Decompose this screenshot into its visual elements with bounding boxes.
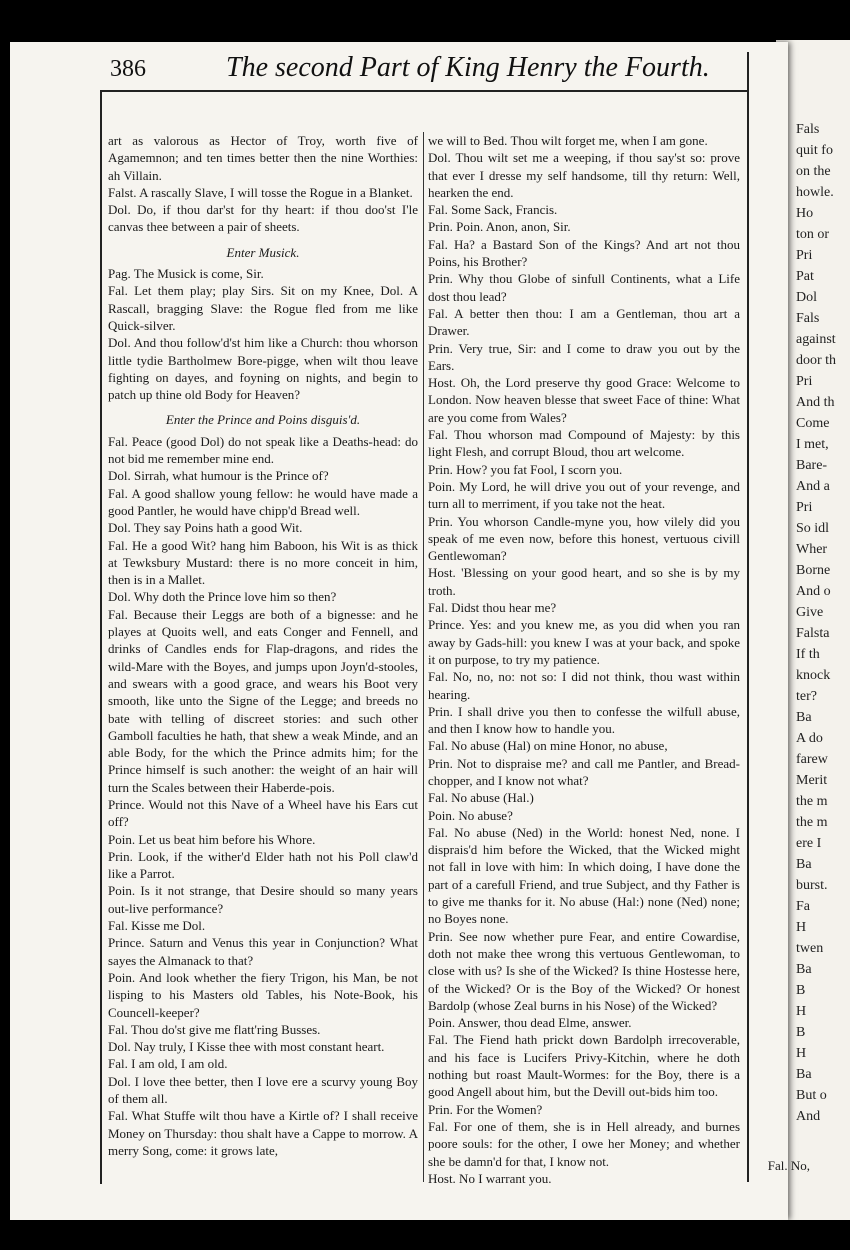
facing-page-fragment: Wher	[796, 542, 828, 557]
speech-paragraph: Prince. Saturn and Venus this year in Conjunction? What sayes the Almanack to that?	[108, 935, 418, 968]
speech-paragraph: Prin. How? you fat Fool, I scorn you.	[428, 461, 623, 477]
facing-page-fragment: H	[796, 920, 807, 935]
facing-page-fragment: ere I	[796, 836, 822, 851]
speech-paragraph: Fal. Let them play; play Sirs. Sit on my Knee, Dol. A Rascall, bragging Slave: the Rogue fled from me like Quick-silver.	[108, 283, 418, 333]
facing-page-fragment: Dol	[796, 290, 817, 305]
speech-paragraph: Prince. Would not this Nave of a Wheel have his Ears cut off?	[108, 796, 418, 830]
speech-paragraph: Dol. I love thee better, then I love ere a scurvy young Boy of them all.	[108, 1073, 418, 1107]
speech-paragraph: Dol. Why doth the Prince love him so then?	[108, 589, 337, 605]
facing-page-fragment: Fa	[796, 899, 810, 914]
catchword: Fal. No,	[767, 1158, 810, 1173]
speech-paragraph: Poin. Is it not strange, that Desire should so many years out-live performance?	[108, 883, 418, 916]
stage-direction: Enter the Prince and Poins disguis'd.	[165, 412, 361, 428]
facing-page-fragment: Ba	[796, 1067, 812, 1082]
speech-paragraph: Prin. Poin. Anon, anon, Sir.	[428, 219, 571, 235]
speech-paragraph: Poin. And look whether the fiery Trigon, his Man, be not lisping to his Masters old Tables, his Note-Book, his Councell-keeper?	[108, 969, 418, 1020]
facing-page-fragment: And	[796, 1109, 821, 1124]
facing-page-fragment: twen	[796, 941, 824, 956]
facing-page-fragment: And o	[796, 584, 831, 599]
speech-paragraph: Fal. Thou do'st give me flatt'ring Busses.	[108, 1021, 321, 1037]
speech-paragraph: Prin. Very true, Sir: and I come to draw you out by the Ears.	[428, 340, 740, 373]
facing-page-fragment: H	[796, 1004, 807, 1019]
speech-paragraph: Fal. He a good Wit? hang him Baboon, his Wit is as thick at Tewksbury Mustard: there is no more conceit in him, then is in a Mallet.	[108, 537, 418, 588]
facing-page-fragment: B	[796, 983, 806, 998]
speech-paragraph: Fal. No, no, no: not so: I did not think, thou wast within hearing.	[428, 669, 740, 702]
facing-page-fragment: I met,	[796, 437, 829, 452]
speech-paragraph: we will to Bed. Thou wilt forget me, when I am gone.	[428, 133, 708, 148]
speech-paragraph: Fal. The Fiend hath prickt down Bardolph irrecoverable, and his face is Lucifers Privy-Kitchin, where he doth nothing but roast Mault-Wormes: for the Boy, there is a good Angell about him, but the Devill out-bids him too.	[428, 1032, 740, 1100]
speech-paragraph: Fal. Thou whorson mad Compound of Majesty: by this light Flesh, and corrupt Bloud, thou art welcome.	[428, 427, 740, 460]
facing-page-fragment: H	[796, 1046, 807, 1061]
speech-paragraph: Dol. Do, if thou dar'st for thy heart: if thou doo'st I'le canvas thee between a pair of sheets.	[108, 202, 418, 235]
speech-paragraph: Fal. For one of them, she is in Hell already, and burnes poore souls: for the other, I owe her Money; and whether she be damn'd for that, I know not.	[428, 1118, 740, 1169]
speech-paragraph: Fal. Kisse me Dol.	[108, 918, 206, 934]
speech-paragraph: Fal. A good shallow young fellow: he would have made a good Pantler, he would have chipp'd Bread well.	[108, 485, 418, 518]
facing-page-fragment: the m	[796, 815, 828, 830]
facing-page-fragment: ton or	[796, 227, 830, 242]
speech-paragraph: Prin. See now whether pure Fear, and entire Cowardise, doth not make thee wrong this vertuous Gentlewoman, to close with us? Is she of the Wicked? Is thine Hostesse here, of the Wicked? Or is the Boy of the Wicked? Or honest Bardolp (whose Zeal burns in his Nose) of the Wicked?	[428, 928, 740, 1013]
facing-page-fragment: door th	[796, 353, 837, 368]
facing-page-fragment: So idl	[796, 521, 830, 536]
speech-paragraph: Prin. Look, if the wither'd Elder hath not his Poll claw'd like a Parrot.	[108, 848, 418, 882]
speech-paragraph: Fal. What Stuffe wilt thou have a Kirtle of? I shall receive Money on Thursday: thou shalt have a Cappe to morrow. A merry Song, come: it grows late,	[108, 1108, 418, 1158]
facing-page-fragment: knock	[796, 668, 831, 683]
facing-page-fragment: the m	[796, 794, 828, 809]
speech-paragraph: Fal. No abuse (Hal) on mine Honor, no abuse,	[428, 738, 668, 754]
running-title: The second Part of King Henry the Fourth.	[226, 52, 710, 83]
speech-paragraph: Prin. For the Women?	[428, 1101, 543, 1117]
speech-paragraph: Dol. Nay truly, I Kisse thee with most constant heart.	[108, 1039, 385, 1055]
speech-paragraph: Host. Oh, the Lord preserve thy good Grace: Welcome to London. Now heaven blesse that sweet Face of thine: What are you come from Wales?	[428, 375, 740, 425]
stage-direction: Enter Musick.	[226, 244, 300, 260]
speech-paragraph: Host. No I warrant you.	[428, 1170, 552, 1186]
facing-page-fragment: B	[796, 1025, 806, 1040]
facing-page-fragment: Come	[796, 416, 830, 431]
speech-paragraph: Fal. Peace (good Dol) do not speak like a Deaths-head: do not bid me remember mine end.	[108, 433, 418, 467]
facing-page-fragment: But o	[796, 1088, 827, 1103]
speech-paragraph: Fal. Some Sack, Francis.	[428, 202, 558, 218]
speech-paragraph: Dol. They say Poins hath a good Wit.	[108, 520, 303, 536]
speech-paragraph: Dol. Thou wilt set me a weeping, if thou say'st so: prove that ever I dresse my self handsome, till thy return: Well, hearken the end.	[428, 150, 740, 200]
speech-paragraph: Poin. Let us beat him before his Whore.	[108, 831, 316, 847]
facing-page-fragment: quit fo	[796, 143, 833, 158]
facing-page-fragment: Pat	[796, 269, 814, 284]
speech-paragraph: Fal. Because their Leggs are both of a bignesse: and he playes at Quoits well, and eats Conger and Fennell, and drinks of Candles ends for Flap-dragons, and rides the wild-Mare with the Boyes, and jumps upon Joyn'd-stooles, and swears with a good grace, and wears his Boot very smooth, like unto the Signe of the Legge; and breeds no bate with telling of discreet stories: and such other Gamboll faculties he hath, that shew a weak Minde, and an able Body, for the which the Prince admits him; for the Prince himself is such another: the weight of an hair will turn the Scales between their Haberde-pois.	[108, 606, 418, 795]
facing-page-fragment: If th	[796, 647, 820, 662]
left-column	[108, 132, 418, 1159]
facing-page-fragment: Pri	[796, 248, 813, 263]
facing-page-fragment: Fals	[796, 122, 820, 137]
speech-paragraph: Prin. Why thou Globe of sinfull Continents, what a Life dost thou lead?	[428, 271, 740, 304]
speech-paragraph: Fal. Ha? a Bastard Son of the Kings? And art not thou Poins, his Brother?	[428, 236, 740, 270]
facing-page-fragment: Ba	[796, 857, 812, 872]
speech-paragraph: Dol. And thou follow'd'st him like a Church: thou whorson little tydie Bartholmew Bore-pigge, when wilt thou leave fighting on dayes, and foyning on nights, and begin to patch up thine old Body for Heaven?	[108, 335, 418, 403]
speech-paragraph: Poin. No abuse?	[428, 807, 513, 823]
right-column	[428, 132, 740, 1187]
frame-rule	[747, 52, 749, 1182]
speech-paragraph: Fal. No abuse (Hal.)	[428, 790, 534, 806]
speech-paragraph: Prince. Yes: and you knew me, as you did when you ran away by Gads-hill: you knew I was at your back, and spoke it on purpose, to try my patience.	[428, 617, 740, 667]
speech-paragraph: Fal. Didst thou hear me?	[428, 600, 557, 616]
facing-page-fragment: Borne	[796, 563, 831, 578]
page-header	[102, 52, 752, 92]
facing-page-fragment: Falsta	[796, 626, 830, 641]
facing-page-fragment: farew	[796, 752, 828, 767]
facing-page-fragment: Merit	[796, 773, 828, 788]
facing-page-fragment: Bare-	[796, 458, 828, 473]
speech-paragraph: Pag. The Musick is come, Sir.	[108, 266, 264, 282]
page-number: 386	[110, 56, 146, 82]
speech-paragraph: Falst. A rascally Slave, I will tosse the Rogue in a Blanket.	[108, 184, 413, 200]
facing-page-fragment: Give	[796, 605, 824, 620]
speech-paragraph: Poin. Answer, thou dead Elme, answer.	[428, 1015, 632, 1031]
facing-page-fragment: A do	[796, 731, 823, 746]
speech-paragraph: Fal. A better then thou: I am a Gentleman, thou art a Drawer.	[428, 305, 740, 339]
facing-page-fragment: howle.	[796, 185, 834, 200]
facing-page-fragment: Ba	[796, 710, 812, 725]
facing-page-fragment: Fals	[796, 311, 820, 326]
speech-paragraph: Prin. You whorson Candle-myne you, how vilely did you speak of me even now, before this honest, vertuous civill Gentlewoman?	[428, 513, 740, 564]
facing-page-fragment: And a	[796, 479, 830, 494]
column-divider	[423, 132, 424, 1182]
speech-paragraph: Host. 'Blessing on your good heart, and so she is by my troth.	[428, 565, 740, 598]
speech-paragraph: Dol. Sirrah, what humour is the Prince of?	[108, 468, 329, 484]
speech-paragraph: Fal. I am old, I am old.	[108, 1056, 228, 1072]
speech-paragraph: Fal. No abuse (Ned) in the World: honest Ned, none. I disprais'd him before the Wicked, that the Wicked might not fall in love with him: In which doing, I have done the part of a carefull Friend, and true Subject, and thy Father is to give me thanks for it. No abuse (Hal:) none (Ned) none; no Boyes none.	[428, 824, 740, 927]
facing-page-fragment: ter?	[796, 689, 817, 704]
speech-paragraph: art as valorous as Hector of Troy, worth five of Agamemnon; and ten times better then the nine Worthies: ah Villain.	[108, 133, 418, 183]
speech-paragraph: Poin. My Lord, he will drive you out of your revenge, and turn all to merriment, if you take not the heat.	[428, 478, 740, 512]
facing-page-fragment: Ho	[796, 206, 814, 221]
facing-page-fragment: on the	[796, 164, 831, 179]
facing-page-fragment: Pri	[796, 374, 813, 389]
facing-page-fragment: Pri	[796, 500, 813, 515]
speech-paragraph: Prin. Not to dispraise me? and call me Pantler, and Bread-chopper, and I know not what?	[428, 755, 740, 788]
facing-page-fragment: Ba	[796, 962, 812, 977]
facing-page-fragment: against	[796, 332, 836, 347]
speech-paragraph: Prin. I shall drive you then to confesse the wilfull abuse, and then I know how to handle you.	[428, 703, 740, 737]
facing-page-fragment: burst.	[796, 878, 828, 893]
facing-page-fragment: And th	[796, 395, 835, 410]
